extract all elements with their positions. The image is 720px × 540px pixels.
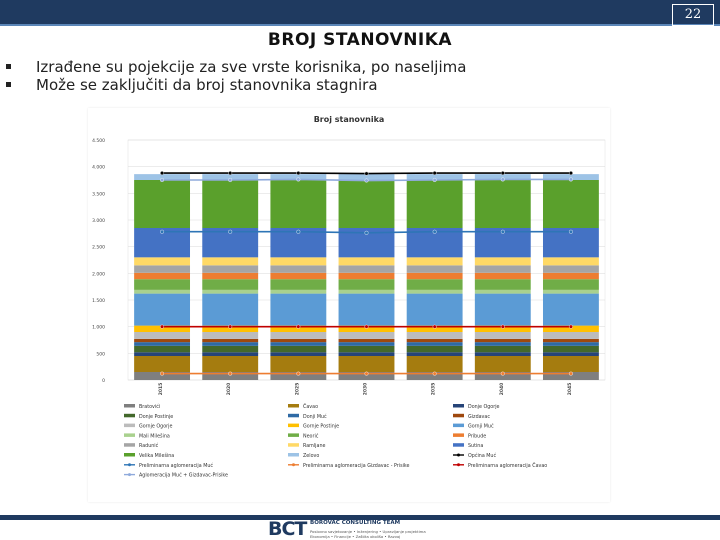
legend-swatch — [124, 404, 135, 408]
bar-segment — [475, 346, 531, 352]
slide-number: 22 — [672, 4, 714, 26]
series-point — [160, 178, 164, 182]
bar-segment — [407, 294, 463, 326]
legend-marker — [457, 454, 460, 457]
legend-swatch — [288, 443, 299, 447]
bar-segment — [339, 279, 395, 290]
legend-swatch — [124, 433, 135, 437]
bar-segment — [407, 342, 463, 346]
series-point — [501, 178, 505, 182]
bar-segment — [543, 356, 599, 372]
series-point — [297, 171, 301, 175]
legend-label: Bratovići — [139, 405, 161, 410]
logo-tagline: Ekonomija • Financije • Zaštita okoliša • Razvoj — [310, 534, 401, 539]
bar-segment — [270, 265, 326, 272]
legend-label: Neorić — [303, 434, 319, 440]
series-point — [433, 230, 437, 234]
legend-swatch — [288, 424, 299, 428]
bar-segment — [339, 273, 395, 279]
bar-segment — [270, 346, 326, 352]
bar-segment — [339, 294, 395, 326]
bar-segment — [543, 352, 599, 356]
series-point — [501, 230, 505, 234]
logo-tagline: Poslovno savjetovanje • Inženjering • Upravljanje projektima — [310, 529, 426, 534]
bar-segment — [202, 332, 258, 339]
bar-segment — [202, 352, 258, 356]
y-tick-label: 4.500 — [92, 139, 105, 144]
legend-label: Velika Milešina — [139, 454, 175, 459]
bar-segment — [475, 273, 531, 279]
series-point — [297, 372, 301, 376]
y-tick-label: 1.500 — [92, 299, 105, 304]
bar-segment — [202, 356, 258, 372]
series-point — [569, 325, 573, 329]
bar-segment — [202, 265, 258, 272]
legend-label: Pribude — [468, 434, 487, 440]
bar-segment — [270, 290, 326, 294]
bar-segment — [475, 279, 531, 290]
bar-segment — [339, 265, 395, 272]
series-point — [433, 325, 437, 329]
bar-segment — [202, 273, 258, 279]
bar-segment — [543, 257, 599, 265]
series-point — [569, 171, 573, 175]
bar-segment — [134, 279, 190, 290]
bar-segment — [134, 180, 190, 228]
y-tick-label: 2.000 — [92, 272, 105, 278]
bar-segment — [475, 332, 531, 339]
bar-segment — [339, 180, 395, 228]
y-tick-label: 500 — [96, 352, 105, 358]
bar-segment — [543, 346, 599, 352]
bar-segment — [339, 352, 395, 356]
bar-segment — [475, 352, 531, 356]
series-point — [297, 325, 301, 329]
legend-label: Preliminarna aglomeracija Gizdavac - Prisike — [303, 463, 410, 469]
bar-segment — [134, 273, 190, 279]
legend-marker — [457, 463, 460, 466]
bar-segment — [134, 332, 190, 339]
bar-segment — [134, 342, 190, 346]
legend-label: Gornje Postinje — [303, 424, 340, 430]
legend-swatch — [288, 404, 299, 408]
legend-swatch — [288, 433, 299, 437]
bar-segment — [543, 342, 599, 346]
series-point — [433, 171, 437, 175]
bar-segment — [407, 279, 463, 290]
bullet-list — [6, 58, 706, 94]
bar-segment — [339, 346, 395, 352]
series-point — [228, 171, 232, 175]
y-tick-label: 3.000 — [92, 219, 105, 224]
x-tick-label: 2040 — [499, 382, 505, 396]
bar-segment — [134, 257, 190, 265]
bar-segment — [270, 279, 326, 290]
bar-segment — [270, 273, 326, 279]
chart-title: Broj stanovnika — [313, 115, 385, 124]
company-logo — [268, 518, 426, 540]
bar-segment — [407, 332, 463, 339]
series-point — [365, 325, 369, 329]
legend-swatch — [453, 404, 464, 408]
bullet-text: Može se zaključiti da broj stanovnika stagnira — [36, 76, 378, 94]
bar-segment — [475, 356, 531, 372]
legend-swatch — [453, 414, 464, 418]
bar-segment — [270, 257, 326, 265]
y-tick-label: 4.000 — [92, 165, 105, 171]
series-point — [569, 178, 573, 182]
legend-label: Gizdavac — [468, 414, 490, 420]
series-point — [228, 325, 232, 329]
square-bullet-icon — [6, 64, 11, 69]
bar-segment — [202, 294, 258, 326]
legend-swatch — [124, 453, 135, 457]
x-tick-label: 2030 — [363, 382, 369, 396]
series-point — [501, 171, 505, 175]
bar-segment — [475, 342, 531, 346]
bar-segment — [202, 339, 258, 342]
bar-segment — [270, 180, 326, 228]
bar-segment — [134, 265, 190, 272]
bar-segment — [407, 273, 463, 279]
bar-segment — [270, 352, 326, 356]
legend-swatch — [288, 453, 299, 457]
legend-label: Aglomeracija Muć + Gizdavac-Prisike — [139, 473, 228, 479]
bar-segment — [475, 180, 531, 228]
y-tick-label: 0 — [102, 379, 105, 384]
bar-segment — [202, 180, 258, 228]
series-point — [228, 230, 232, 234]
bar-segment — [543, 339, 599, 342]
square-bullet-icon — [6, 82, 11, 87]
bar-segment — [202, 342, 258, 346]
bar-segment — [134, 339, 190, 342]
series-point — [160, 372, 164, 376]
series-point — [160, 171, 164, 175]
legend-swatch — [124, 424, 135, 428]
bar-segment — [407, 352, 463, 356]
series-point — [365, 179, 369, 183]
series-point — [365, 231, 369, 235]
bar-segment — [543, 279, 599, 290]
bar-segment — [475, 294, 531, 326]
header-bar — [0, 0, 720, 26]
series-point — [160, 325, 164, 329]
bar-segment — [543, 265, 599, 272]
legend-label: Preliminarna aglomeracija Muć — [139, 463, 214, 469]
chart-canvas — [88, 108, 610, 502]
slide-title: BROJ STANOVNIKA — [267, 30, 453, 50]
logo-brand-name: BOROVAC CONSULTING TEAM — [310, 520, 401, 526]
bullet-item — [6, 58, 706, 76]
bar-segment — [407, 339, 463, 342]
legend-label: Radunić — [139, 444, 159, 450]
series-point — [365, 172, 369, 176]
legend-label: Čavao — [303, 405, 319, 410]
bar-segment — [543, 294, 599, 326]
bar-segment — [475, 257, 531, 265]
bar-segment — [270, 342, 326, 346]
bar-segment — [339, 257, 395, 265]
legend-marker — [292, 463, 295, 466]
bar-segment — [134, 294, 190, 326]
population-chart — [88, 108, 610, 502]
legend-label: Općina Muć — [468, 454, 497, 459]
x-tick-label: 2020 — [227, 382, 233, 396]
bar-segment — [339, 339, 395, 342]
bar-segment — [202, 279, 258, 290]
series-point — [569, 372, 573, 376]
series-point — [433, 178, 437, 182]
bar-segment — [202, 290, 258, 294]
series-point — [228, 178, 232, 182]
legend-marker — [128, 463, 131, 466]
legend-swatch — [453, 424, 464, 428]
bar-segment — [339, 356, 395, 372]
bar-segment — [134, 290, 190, 294]
bar-segment — [134, 352, 190, 356]
legend-label: Donje Ogorje — [468, 405, 500, 410]
bar-segment — [339, 290, 395, 294]
bar-segment — [270, 294, 326, 326]
bar-segment — [543, 180, 599, 228]
series-point — [160, 230, 164, 234]
series-point — [365, 372, 369, 376]
legend-label: Preliminarna aglomeracija Čavao — [468, 463, 548, 469]
legend-swatch — [124, 443, 135, 447]
bar-segment — [407, 346, 463, 352]
legend-swatch — [453, 433, 464, 437]
series-point — [433, 372, 437, 376]
legend-swatch — [124, 414, 135, 418]
y-tick-label: 2.500 — [92, 245, 105, 251]
series-point — [297, 178, 301, 182]
bar-segment — [475, 265, 531, 272]
legend-label: Gornje Ogorje — [139, 424, 173, 430]
bar-segment — [270, 356, 326, 372]
x-tick-label: 2035 — [431, 382, 437, 396]
bar-segment — [407, 257, 463, 265]
legend-marker — [128, 473, 131, 476]
header-accent-line — [0, 24, 720, 26]
bar-segment — [543, 290, 599, 294]
logo-mark: BCT — [268, 518, 307, 540]
bullet-text: Izrađene su pojekcije za sve vrste korisnika, po naseljima — [36, 58, 467, 76]
bar-segment — [134, 356, 190, 372]
bar-segment — [407, 180, 463, 228]
bar-segment — [270, 332, 326, 339]
bar-segment — [543, 273, 599, 279]
bar-segment — [475, 339, 531, 342]
bar-segment — [202, 346, 258, 352]
series-point — [297, 230, 301, 234]
y-tick-label: 3.500 — [92, 192, 105, 198]
bar-segment — [339, 332, 395, 339]
bar-segment — [407, 265, 463, 272]
legend-label: Mali Milešina — [139, 434, 170, 440]
legend-label: Sutina — [468, 444, 484, 450]
x-tick-label: 2015 — [159, 382, 165, 396]
legend-swatch — [453, 443, 464, 447]
series-point — [569, 230, 573, 234]
series-point — [228, 372, 232, 376]
bar-segment — [134, 346, 190, 352]
legend-label: Donje Postinje — [139, 414, 174, 420]
bar-segment — [407, 290, 463, 294]
legend-label: Zelovo — [303, 454, 320, 459]
bar-segment — [270, 339, 326, 342]
bar-segment — [543, 332, 599, 339]
legend-label: Ramljane — [303, 444, 326, 450]
legend-label: Gornji Muć — [468, 424, 494, 430]
series-point — [501, 325, 505, 329]
y-tick-label: 1.000 — [92, 325, 105, 331]
x-tick-label: 2045 — [567, 382, 573, 396]
bar-segment — [407, 356, 463, 372]
legend-swatch — [288, 414, 299, 418]
series-point — [501, 372, 505, 376]
x-tick-label: 2025 — [295, 382, 301, 396]
bar-segment — [202, 257, 258, 265]
bullet-item — [6, 76, 706, 94]
bar-segment — [475, 290, 531, 294]
bar-segment — [339, 342, 395, 346]
legend-label: Donji Muć — [303, 414, 327, 420]
